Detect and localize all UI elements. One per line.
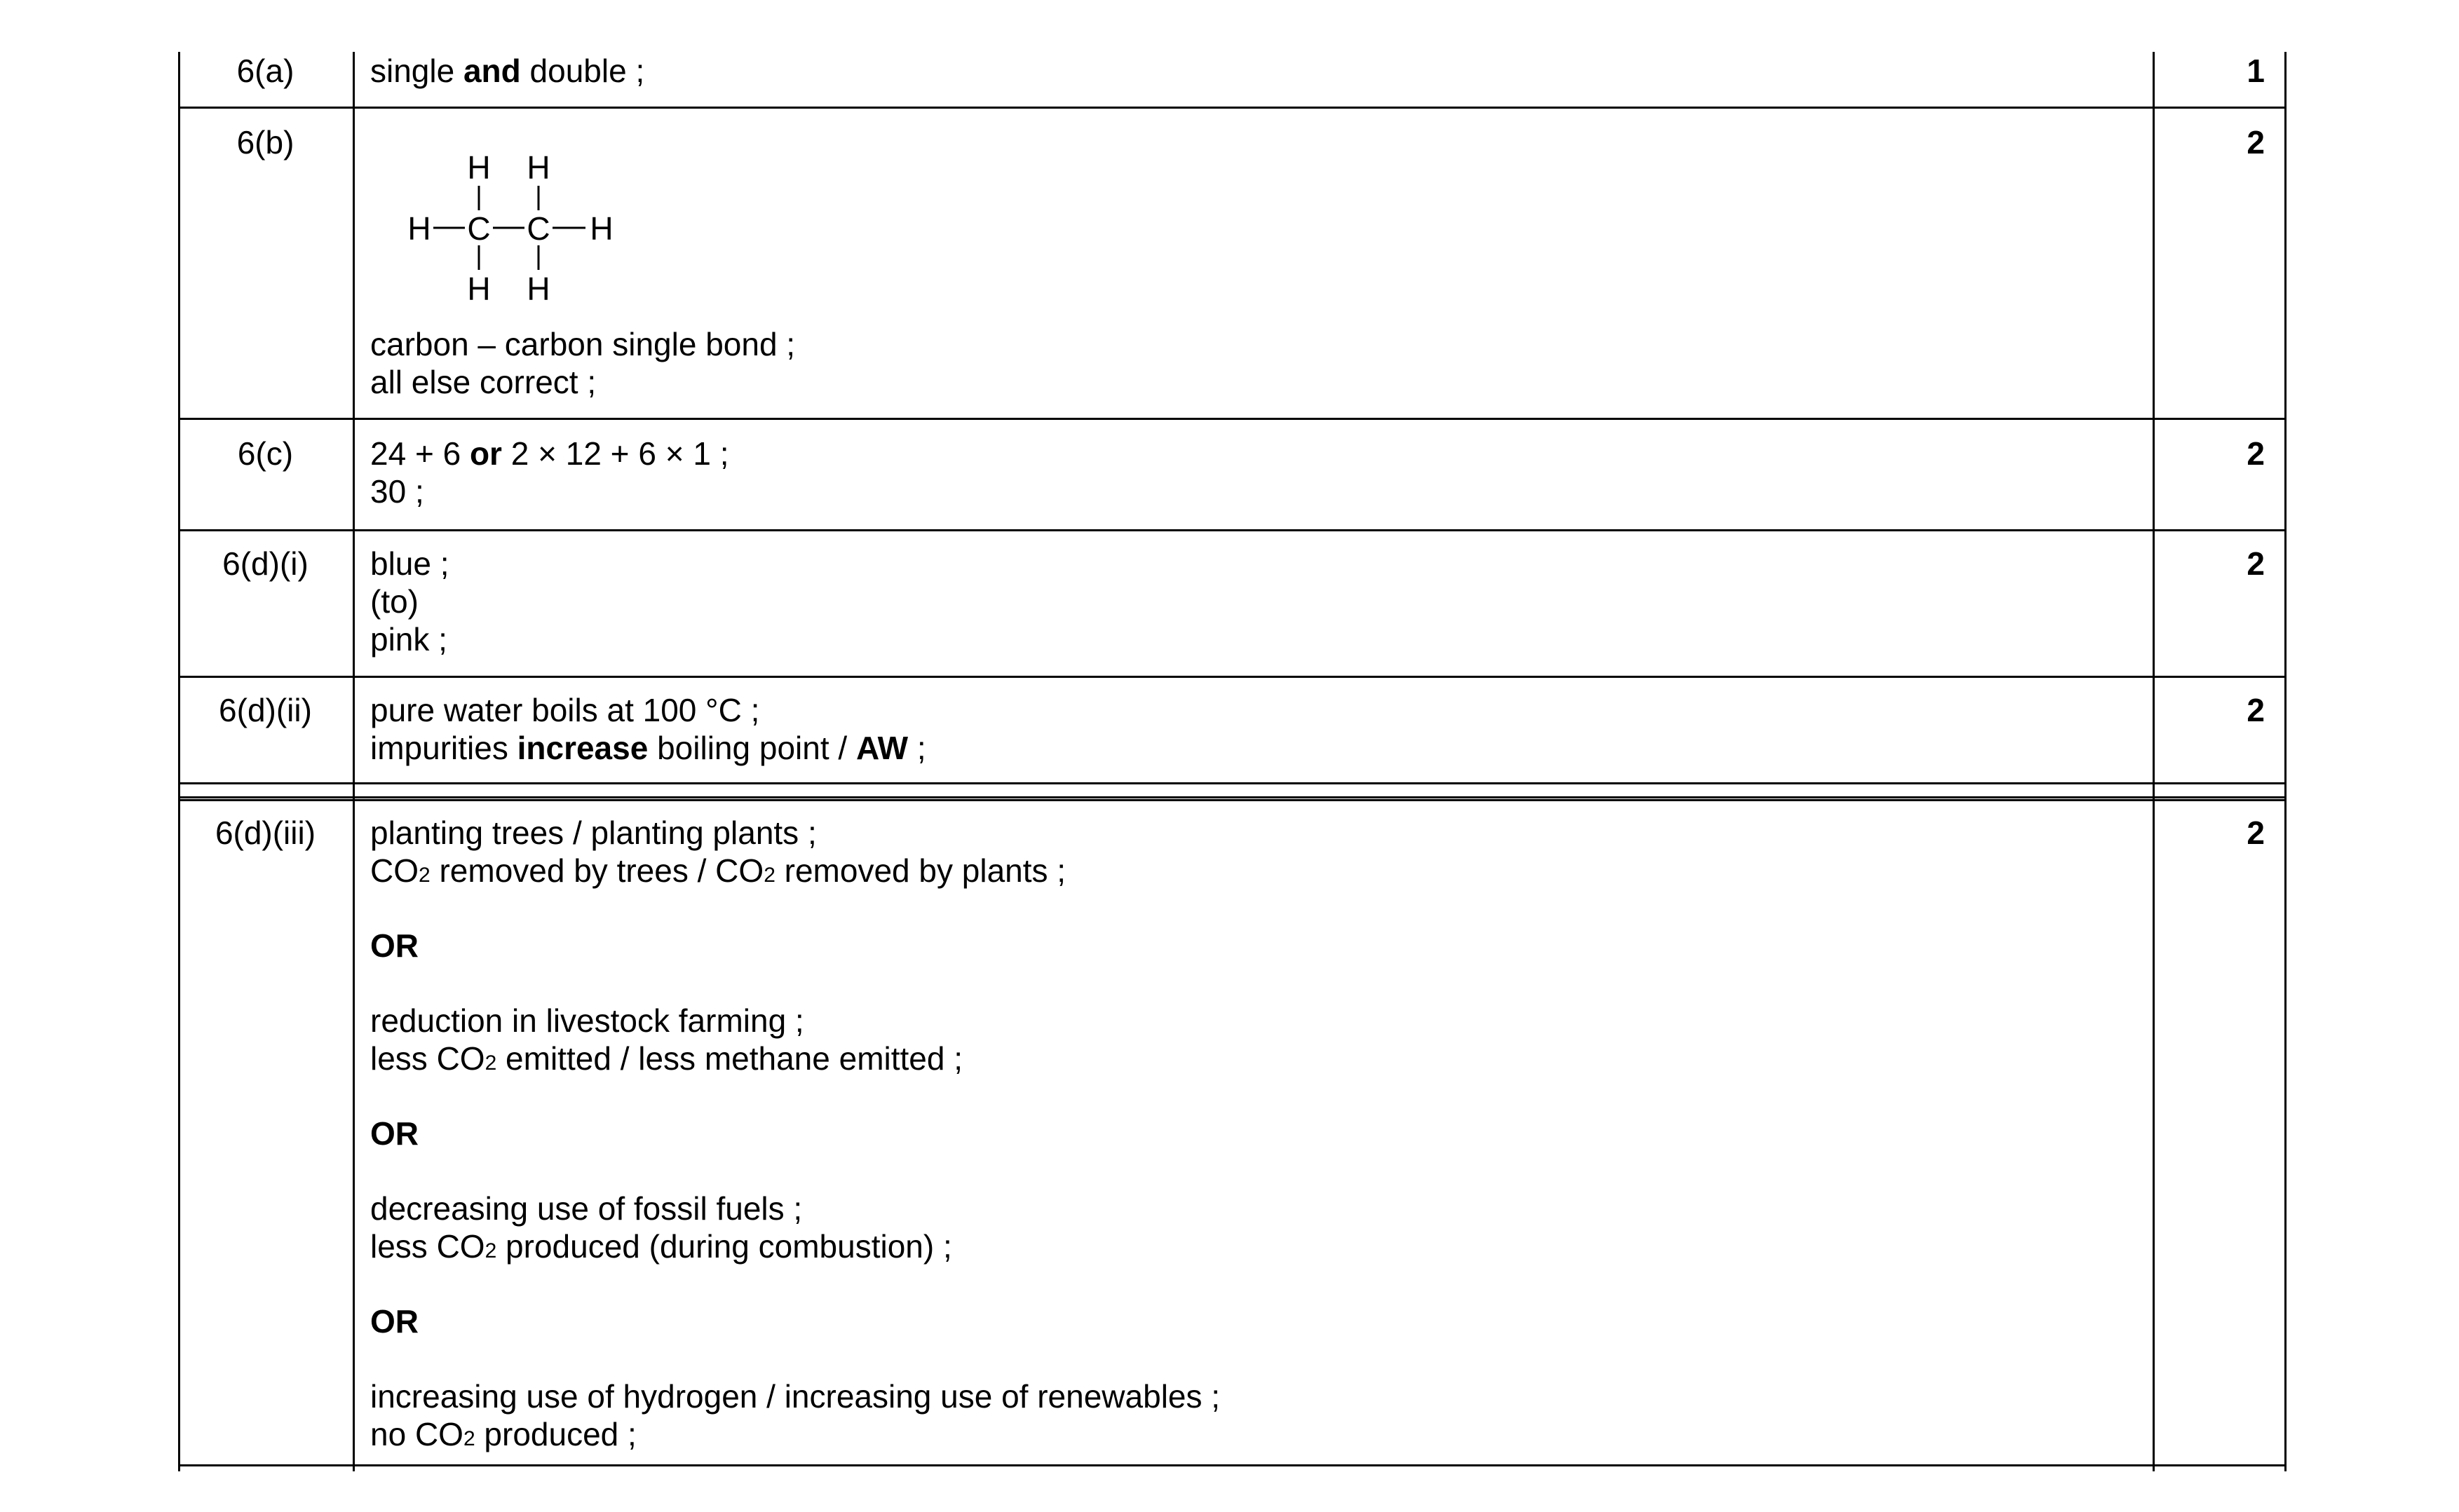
or-separator: OR bbox=[370, 927, 419, 964]
or-separator: OR bbox=[370, 1303, 419, 1340]
atom-h: H bbox=[527, 271, 550, 307]
table-divider-marks bbox=[2153, 52, 2155, 1471]
marks-value: 2 bbox=[2247, 435, 2265, 472]
marks-value: 2 bbox=[2247, 124, 2265, 161]
answer-line: no CO2 produced ; bbox=[370, 1416, 637, 1452]
answer-line: 24 + 6 or 2 × 12 + 6 × 1 ; bbox=[370, 435, 729, 472]
row-divider bbox=[178, 782, 2287, 784]
question-number: 6(c) bbox=[237, 435, 294, 472]
answer-line: impurities increase boiling point / AW ; bbox=[370, 730, 926, 766]
answer-line: reduction in livestock farming ; bbox=[370, 1002, 804, 1039]
or-separator: OR bbox=[370, 1115, 419, 1152]
answer-line: pure water boils at 100 °C ; bbox=[370, 692, 760, 728]
row-divider bbox=[178, 796, 2287, 798]
atom-c: C bbox=[527, 210, 550, 247]
marks-value: 1 bbox=[2247, 53, 2265, 89]
table-border-right bbox=[2284, 52, 2287, 1471]
table-border-left bbox=[178, 52, 180, 1471]
answer-cell bbox=[370, 435, 729, 510]
answer-cell bbox=[370, 325, 795, 401]
table-divider-question bbox=[353, 52, 355, 1471]
answer-line: carbon – carbon single bond ; bbox=[370, 326, 796, 362]
answer-line: increasing use of hydrogen / increasing use of renewables ; bbox=[370, 1378, 1221, 1415]
answer-line: CO2 removed by trees / CO2 removed by plants ; bbox=[370, 852, 1066, 889]
question-number: 6(d)(iii) bbox=[215, 815, 316, 851]
marks-value: 2 bbox=[2247, 692, 2265, 728]
question-number: 6(a) bbox=[236, 53, 294, 89]
answer-line: decreasing use of fossil fuels ; bbox=[370, 1190, 803, 1227]
atom-h: H bbox=[407, 210, 431, 247]
atom-c: C bbox=[467, 210, 491, 247]
answer-line: 30 ; bbox=[370, 473, 424, 510]
answer-cell bbox=[370, 545, 449, 658]
answer-line: all else correct ; bbox=[370, 364, 597, 400]
question-number: 6(d)(i) bbox=[222, 545, 309, 582]
answer-cell bbox=[370, 814, 1220, 1453]
atom-h: H bbox=[467, 149, 491, 186]
answer-line: less CO2 produced (during combustion) ; bbox=[370, 1228, 952, 1265]
marks-value: 2 bbox=[2247, 545, 2265, 582]
table-border-bottom bbox=[178, 1464, 2287, 1466]
atom-h: H bbox=[467, 271, 491, 307]
row-divider bbox=[178, 107, 2287, 109]
row-divider bbox=[178, 418, 2287, 420]
row-divider bbox=[178, 799, 2287, 801]
answer-line: less CO2 emitted / less methane emitted ; bbox=[370, 1040, 963, 1077]
answer-line: planting trees / planting plants ; bbox=[370, 815, 817, 851]
question-number: 6(b) bbox=[236, 124, 294, 161]
ethane-structure-diagram bbox=[398, 144, 630, 312]
answer-cell bbox=[370, 52, 644, 90]
answer-line: single and double ; bbox=[370, 53, 645, 89]
answer-line: blue ; bbox=[370, 545, 449, 582]
answer-line: (to) bbox=[370, 583, 419, 620]
answer-line: pink ; bbox=[370, 621, 447, 658]
marks-value: 2 bbox=[2247, 815, 2265, 851]
row-divider bbox=[178, 529, 2287, 531]
atom-h: H bbox=[527, 149, 550, 186]
atom-h: H bbox=[590, 210, 614, 247]
answer-cell bbox=[370, 691, 926, 767]
question-number: 6(d)(ii) bbox=[219, 692, 312, 728]
row-divider bbox=[178, 676, 2287, 678]
